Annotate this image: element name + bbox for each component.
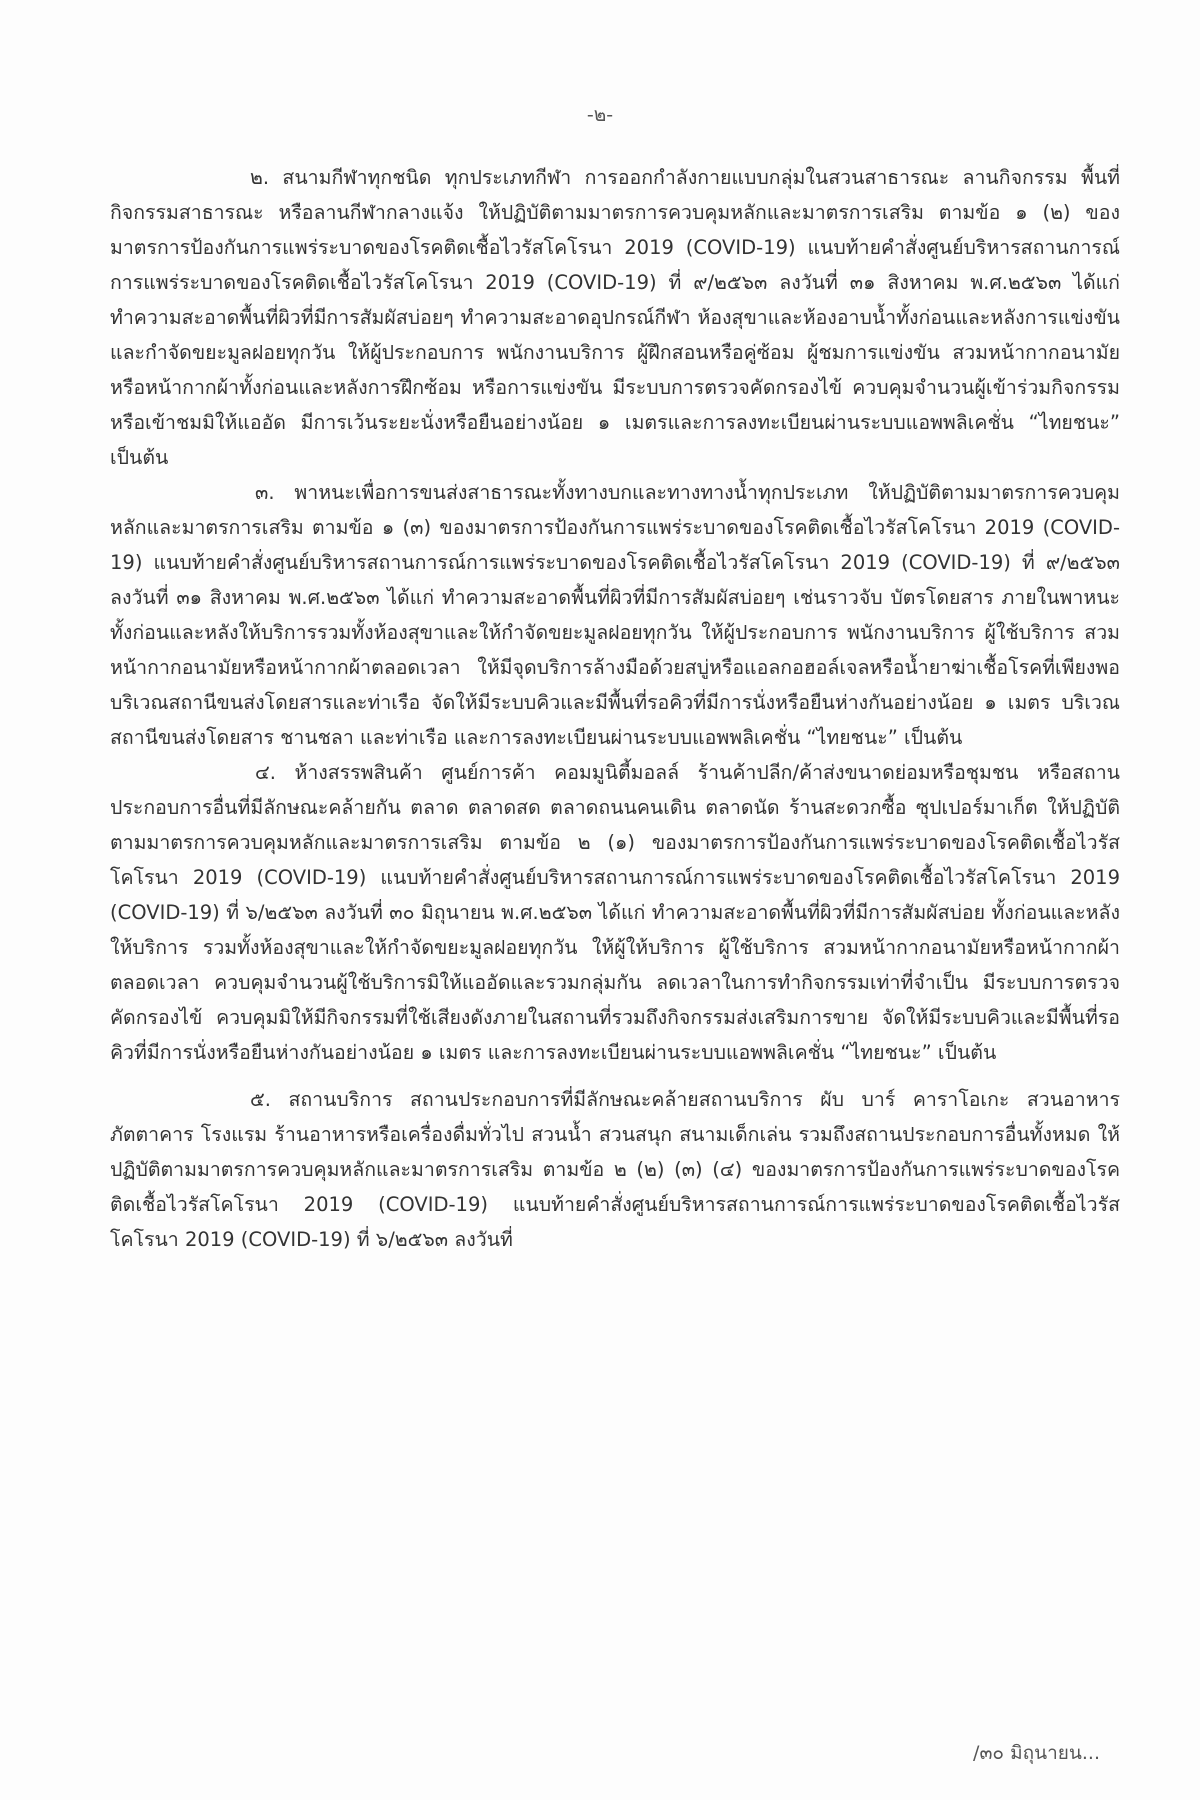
paragraph-3: ๓. พาหนะเพื่อการขนส่งสาธารณะทั้งทางบกและทางทางน้ำทุกประเภท ให้ปฏิบัติตามมาตรการควบคุมหลักและมาตรการเสริม ตามข้อ ๑ (๓) ของมาตรการป้องกันการแพร่ระบาดของโรคติดเชื้อไวรัสโคโรนา 2019 (COVID-19) แนบท้ายคำสั่งศูนย์บริหารสถานการณ์การแพร่ระบาดของโรคติดเชื้อไวรัสโคโรนา 2019 (COVID-19) ที่ ๙/๒๕๖๓ ลงวันที่ ๓๑ สิงหาคม พ.ศ.๒๕๖๓ ได้แก่ ทำความสะอาดพื้นที่ผิวที่มีการสัมผัสบ่อยๆ เช่นราวจับ บัตรโดยสาร ภายในพาหนะทั้งก่อนและหลังให้บริการรวมทั้งห้องสุขาและให้กำจัดขยะมูลฝอยทุกวัน ให้ผู้ประกอบการ พนักงานบริการ ผู้ใช้บริการ สวมหน้ากากอนามัยหรือหน้ากากผ้าตลอดเวลา ให้มีจุดบริการล้างมือด้วยสบู่หรือแอลกอฮอล์เจลหรือน้ำยาฆ่าเชื้อโรคที่เพียงพอ บริเวณสถานีขนส่งโดยสารและท่าเรือ จัดให้มีระบบคิวและมีพื้นที่รอคิวที่มีการนั่งหรือยืนห่างกันอย่างน้อย ๑ เมตร บริเวณสถานีขนส่งโดยสาร ชานชลา และท่าเรือ และการลงทะเบียนผ่านระบบแอพพลิเคชั่น “ไทยชนะ” เป็นต้น [110, 481, 1120, 749]
paragraph-5: ๕. สถานบริการ สถานประกอบการที่มีลักษณะคล้ายสถานบริการ ผับ บาร์ คาราโอเกะ สวนอาหาร ภัตตาคาร โรงแรม ร้านอาหารหรือเครื่องดื่มทั่วไป สวนน้ำ สวนสนุก สนามเด็กเล่น รวมถึงสถานประกอบการอื่นทั้งหมด ให้ปฏิบัติตามมาตรการควบคุมหลักและมาตรการเสริม ตามข้อ ๒ (๒) (๓) (๔) ของมาตรการป้องกันการแพร่ระบาดของโรคติดเชื้อไวรัสโคโรนา 2019 (COVID-19) แนบท้ายคำสั่งศูนย์บริหารสถานการณ์การแพร่ระบาดของโรคติดเชื้อไวรัสโคโรนา 2019 (COVID-19) ที่ ๖/๒๕๖๓ ลงวันที่ [110, 1088, 1120, 1251]
paragraph-2: ๒. สนามกีฬาทุกชนิด ทุกประเภทกีฬา การออกกำลังกายแบบกลุ่มในสวนสาธารณะ ลานกิจกรรม พื้นที่กิจกรรมสาธารณะ หรือลานกีฬากลางแจ้ง ให้ปฏิบัติตามมาตรการควบคุมหลักและมาตรการเสริม ตามข้อ ๑ (๒) ของมาตรการป้องกันการแพร่ระบาดของโรคติดเชื้อไวรัสโคโรนา 2019 (COVID-19) แนบท้ายคำสั่งศูนย์บริหารสถานการณ์การแพร่ระบาดของโรคติดเชื้อไวรัสโคโรนา 2019 (COVID-19) ที่ ๙/๒๕๖๓ ลงวันที่ ๓๑ สิงหาคม พ.ศ.๒๕๖๓ ได้แก่ ทำความสะอาดพื้นที่ผิวที่มีการสัมผัสบ่อยๆ ทำความสะอาดอุปกรณ์กีฬา ห้องสุขาและห้องอาบน้ำทั้งก่อนและหลังการแข่งขันและกำจัดขยะมูลฝอยทุกวัน ให้ผู้ประกอบการ พนักงานบริการ ผู้ฝึกสอนหรือคู่ซ้อม ผู้ชมการแข่งขัน สวมหน้ากากอนามัยหรือหน้ากากผ้าทั้งก่อนและหลังการฝึกซ้อม หรือการแข่งขัน มีระบบการตรวจคัดกรองไข้ ควบคุมจำนวนผู้เข้าร่วมกิจกรรมหรือเข้าชมมิให้แออัด มีการเว้นระยะนั่งหรือยืนอย่างน้อย ๑ เมตรและการลงทะเบียนผ่านระบบแอพพลิเคชั่น “ไทยชนะ” เป็นต้น [110, 166, 1120, 469]
page-number: -๒- [586, 104, 614, 126]
paragraph-4: ๔. ห้างสรรพสินค้า ศูนย์การค้า คอมมูนิตี้มอลล์ ร้านค้าปลีก/ค้าส่งขนาดย่อมหรือชุมชน หรือสถานประกอบการอื่นที่มีลักษณะคล้ายกัน ตลาด ตลาดสด ตลาดถนนคนเดิน ตลาดนัด ร้านสะดวกซื้อ ซุปเปอร์มาเก็ต ให้ปฏิบัติตามมาตรการควบคุมหลักและมาตรการเสริม ตามข้อ ๒ (๑) ของมาตรการป้องกันการแพร่ระบาดของโรคติดเชื้อไวรัสโคโรนา 2019 (COVID-19) แนบท้ายคำสั่งศูนย์บริหารสถานการณ์การแพร่ระบาดของโรคติดเชื้อไวรัสโคโรนา 2019 (COVID-19) ที่ ๖/๒๕๖๓ ลงวันที่ ๓๐ มิถุนายน พ.ศ.๒๕๖๓ ได้แก่ ทำความสะอาดพื้นที่ผิวที่มีการสัมผัสบ่อย ทั้งก่อนและหลังให้บริการ รวมทั้งห้องสุขาและให้กำจัดขยะมูลฝอยทุกวัน ให้ผู้ให้บริการ ผู้ใช้บริการ สวมหน้ากากอนามัยหรือหน้ากากผ้าตลอดเวลา ควบคุมจำนวนผู้ใช้บริการมิให้แออัดและรวมกลุ่มกัน ลดเวลาในการทำกิจกรรมเท่าที่จำเป็น มีระบบการตรวจคัดกรองไข้ ควบคุมมิให้มีกิจกรรมที่ใช้เสียงดังภายในสถานที่รวมถึงกิจกรรมส่งเสริมการขาย จัดให้มีระบบคิวและมีพื้นที่รอคิวที่มีการนั่งหรือยืนห่างกันอย่างน้อย ๑ เมตร และการลงทะเบียนผ่านระบบแอพพลิเคชั่น “ไทยชนะ” เป็นต้น [110, 761, 1120, 1064]
document-body [110, 160, 1120, 1257]
continuation-marker: /๓๐ มิถุนายน... [973, 1742, 1100, 1764]
